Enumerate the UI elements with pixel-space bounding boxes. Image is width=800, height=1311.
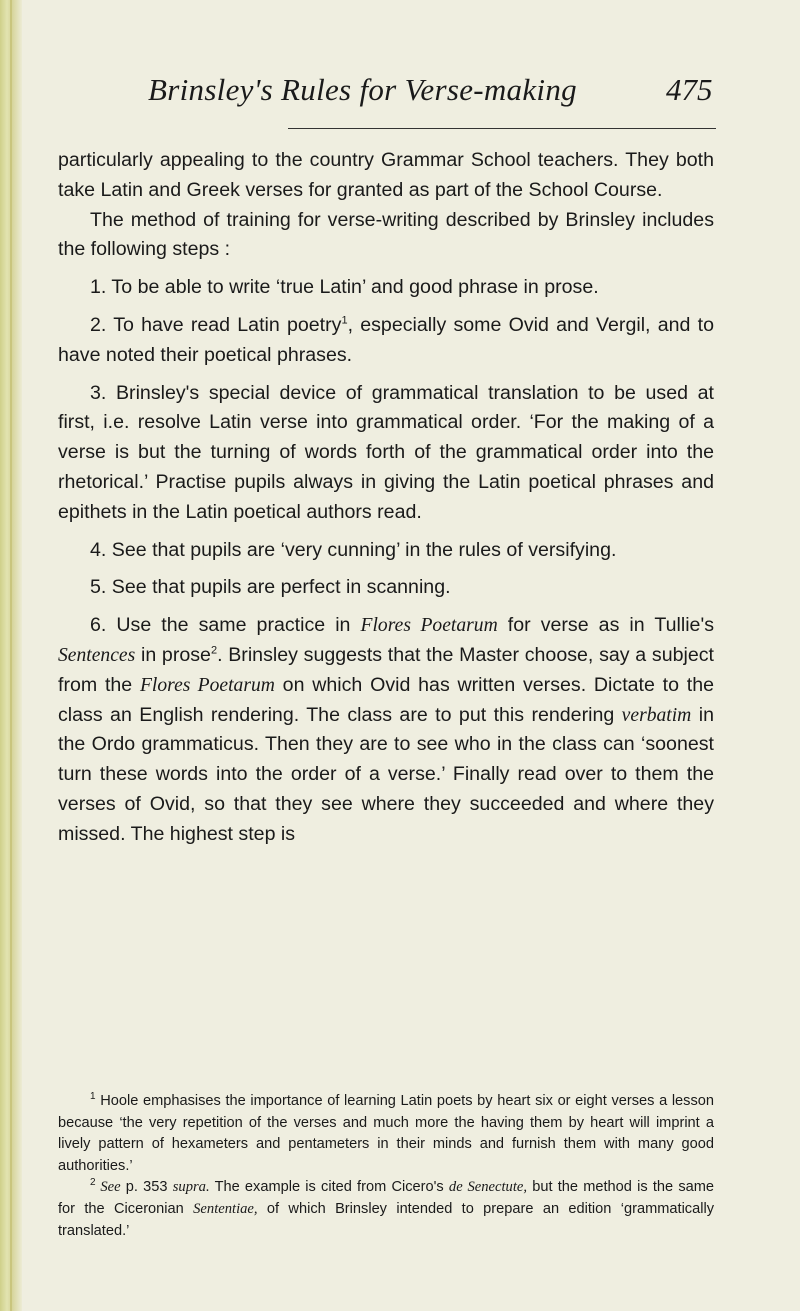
method-paragraph: The method of training for verse-writing described by Brinsley includes the following steps : (58, 208, 714, 261)
footnote-2-supra: supra. (172, 1179, 210, 1196)
step-2-text-a: 2. To have read Latin poetry (90, 313, 342, 336)
step-4: 4. See that pupils are ‘very cunning’ in the rules of versifying. (90, 538, 617, 561)
step-2-text-b: , especially some Ovid and Vergil, and to have noted their poetical phrases. (58, 313, 714, 366)
footnote-1 (58, 1091, 714, 1177)
footnote-1-text: Hoole emphasises the importance of learning Latin poets by heart six or eight verses a lesson because ‘the very repetition of the verses and much more the having them by heart will imprint a lively pattern of hexameters and pentameters in their minds and furnish them with many good authorities.’ (58, 1093, 714, 1174)
intro-paragraph: particularly appealing to the country Grammar School teachers. They both take Latin and Greek verses for granted as part of the School Course. (58, 149, 714, 201)
body-text (58, 146, 714, 850)
step-6-text-e: on which Ovid has written verses. Dictate to the class an English rendering. The class are to put this rendering (58, 673, 714, 726)
sentences-title: Sentences (58, 644, 136, 666)
page-header (58, 72, 758, 122)
footnote-2-mark: 2 (90, 1177, 96, 1189)
footnote-2-text-d: of which Brinsley intended to prepare an edition ‘grammatically translated.’ (58, 1200, 715, 1239)
footnotes (58, 1091, 714, 1242)
page-number: 475 (666, 72, 713, 107)
footnote-1-mark: 1 (90, 1091, 96, 1103)
step-5: 5. See that pupils are perfect in scanning. (90, 576, 451, 599)
step-6-text-f: in the Ordo grammaticus. Then they are to see who in the class can ‘soonest turn these words into the order of a verse.’ Finally read over to them the verses of Ovid, so that they see where they succeeded and where they missed. The highest step is (58, 703, 714, 845)
sententiae-title: Sententiae, (193, 1200, 258, 1217)
step-2 (58, 311, 714, 371)
flores-poetarum-title: Flores Poetarum (360, 615, 498, 637)
step-6-text-b: for verse as in Tullie's (497, 614, 714, 637)
verbatim-word: verbatim (621, 704, 692, 726)
footnote-ref-1: 1 (341, 314, 348, 327)
step-6-text-d: . Brinsley suggests that the Master choose, say a subject from the (58, 643, 714, 696)
step-6-text-a: 6. Use the same practice in (90, 614, 361, 637)
step-6 (58, 611, 714, 849)
footnote-ref-2: 2 (210, 644, 218, 657)
footnote-2 (58, 1177, 714, 1242)
gutter-line (10, 0, 12, 1311)
step-6-text-c: in prose (135, 643, 211, 666)
footnote-2-text-c: but the method is the same for the Ciceronian (58, 1179, 715, 1217)
running-title: Brinsley's Rules for Verse-making (148, 72, 577, 107)
step-1: 1. To be able to write ‘true Latin’ and good phrase in prose. (90, 276, 599, 299)
de-senectute-title: de Senectute, (448, 1179, 528, 1196)
step-3: 3. Brinsley's special device of grammatical translation to be used at first, i.e. resolve Latin verse into grammatical order. ‘For the making of a verse is but the turning of words forth of the grammatical order into the rhetorical.’ Practise pupils always in giving the Latin poetical phrases and epithets in the Latin poetical authors read. (58, 381, 714, 523)
footnote-2-text-a: p. 353 (120, 1179, 173, 1196)
flores-poetarum-title-2: Flores Poetarum (139, 674, 275, 696)
footnote-2-text-b: The example is cited from Cicero's (209, 1179, 449, 1196)
header-rule (288, 128, 716, 129)
footnote-2-see: See (95, 1179, 121, 1196)
